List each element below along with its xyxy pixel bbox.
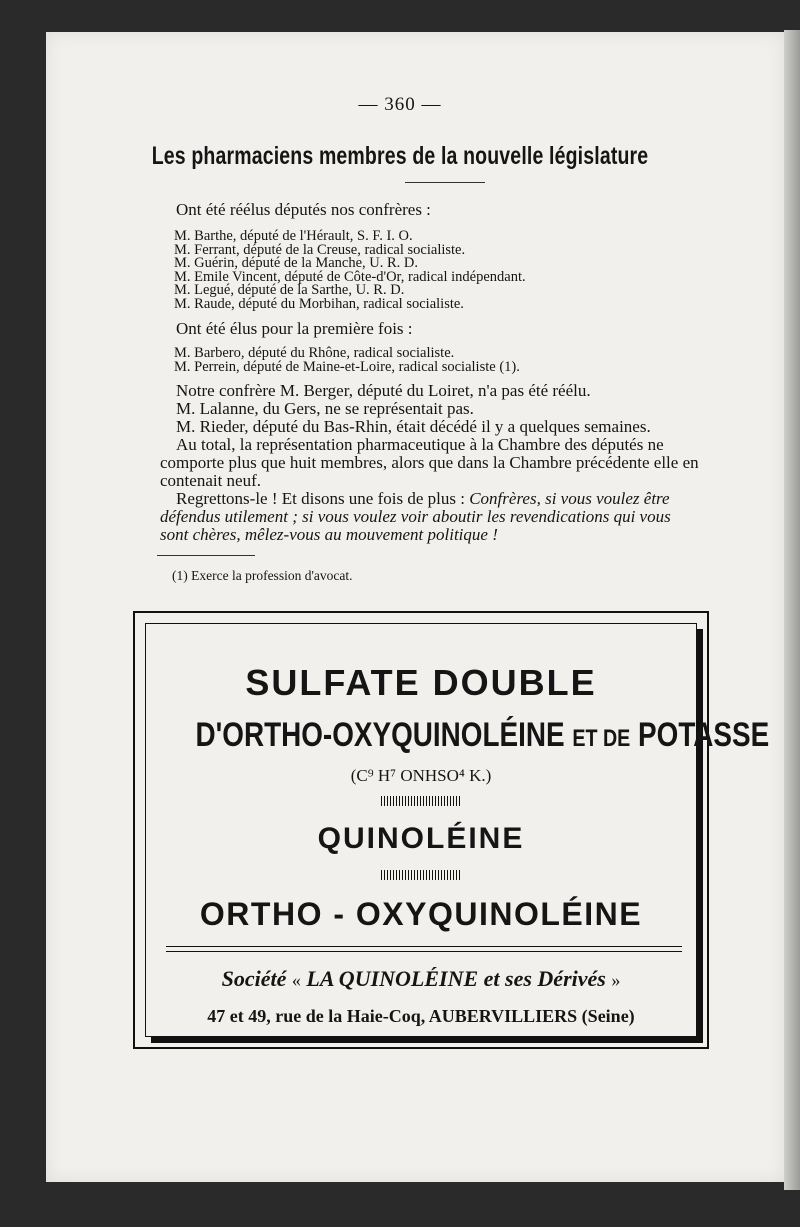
advertisement	[133, 611, 770, 1049]
ad-et-de: ET DE	[572, 725, 631, 752]
article-body	[160, 200, 700, 544]
ad-societe-word: Société	[221, 966, 287, 991]
first-time-item: M. Barbero, député du Rhône, radical socialiste.	[174, 345, 455, 361]
ad-ortho-potasse	[195, 716, 770, 755]
article-headline: Les pharmaciens membres de la nouvelle législature	[151, 142, 649, 170]
ad-potasse: POTASSE	[638, 716, 770, 754]
footnote: (1) Exerce la profession d'avocat.	[172, 568, 353, 583]
footnote-rule	[157, 555, 255, 556]
reelected-item: M. Emile Vincent, député de Côte-d'Or, radical indépendant.	[174, 268, 526, 285]
ad-sulfate-double: SULFATE DOUBLE	[245, 662, 597, 703]
ad-ortho-oxyquinoleine: ORTHO - OXYQUINOLÉINE	[199, 896, 643, 932]
regret-text: Regrettons-le ! Et disons une fois de plus :	[176, 489, 470, 508]
reelected-item: M. Ferrant, député de la Creuse, radical socialiste.	[174, 241, 466, 258]
ad-hatch-divider	[381, 796, 461, 806]
reelected-item: M. Legué, député de la Sarthe, U. R. D.	[174, 282, 405, 298]
page-number: — 360 —	[358, 94, 442, 115]
regret-italic: Confrères, si vous voulez être défendus utilement ; si vous voulez voir aboutir les revendications qui vous sont chères, mêlez-vous au mouvement politique !	[160, 489, 671, 544]
reelected-item: M. Raude, député du Morbihan, radical socialiste.	[174, 295, 464, 312]
ad-quote-open: «	[291, 970, 301, 990]
advertisement-frame	[145, 623, 770, 1037]
paragraph-total: Au total, la représentation pharmaceutique à la Chambre des députés ne comporte plus que huit membres, alors que dans la Chambre précédente elle en contenait neuf.	[160, 435, 699, 490]
first-time-intro: Ont été élus pour la première fois :	[176, 319, 413, 338]
paragraph-lalanne: M. Lalanne, du Gers, ne se représentait pas.	[176, 399, 474, 418]
ad-quote-close: »	[611, 970, 621, 990]
page-edge-shadow	[784, 30, 800, 1190]
ad-double-rule	[166, 946, 682, 952]
reelected-item: M. Guérin, député de la Manche, U. R. D.	[174, 255, 419, 271]
ad-ortho-part: D'ORTHO-OXYQUINOLÉINE	[195, 716, 565, 754]
ad-address: 47 et 49, rue de la Haie-Coq, AUBERVILLIERS (Seine)	[207, 1006, 635, 1026]
headline-rule	[405, 182, 485, 183]
first-time-item: M. Perrein, député de Maine-et-Loire, radical socialiste (1).	[174, 358, 520, 375]
ad-hatch-divider	[381, 870, 461, 880]
paragraph-rieder: M. Rieder, député du Bas-Rhin, était décédé il y a quelques semaines.	[176, 417, 651, 436]
ad-chemical-formula: (C⁹ H⁷ ONHSO⁴ K.)	[350, 766, 492, 785]
ad-societe	[146, 966, 696, 992]
reelected-intro: Ont été réélus députés nos confrères :	[176, 200, 431, 219]
ad-quinoleine: QUINOLÉINE	[317, 822, 525, 855]
reelected-item: M. Barthe, député de l'Hérault, S. F. I. O.	[174, 228, 413, 244]
ad-company-name: LA QUINOLÉINE et ses Dérivés	[306, 966, 606, 991]
paragraph-berger: Notre confrère M. Berger, député du Loiret, n'a pas été réélu.	[176, 381, 591, 400]
paragraph-regret	[160, 490, 700, 544]
